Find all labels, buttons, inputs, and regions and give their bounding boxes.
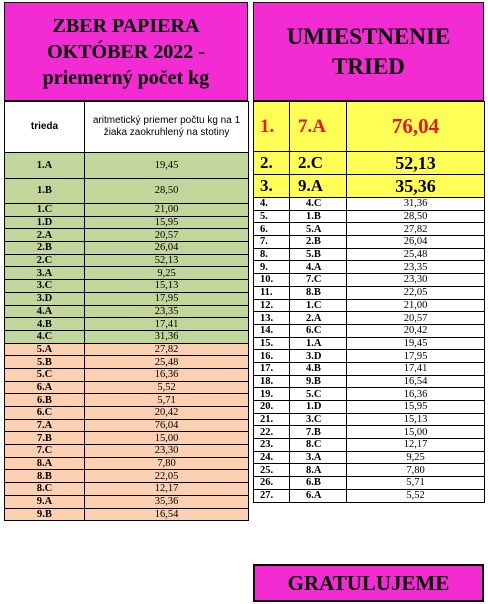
value-cell: 21,00 [347,299,485,312]
rank-cell: 15. [254,337,290,350]
table-row [5,216,249,229]
rank-cell: 6. [254,223,290,236]
table-row [5,229,249,242]
class-cell: 3.C [5,280,85,293]
table-row [5,419,249,432]
class-cell: 1.B [290,210,347,223]
class-cell: 9.B [5,508,85,521]
class-cell: 3.D [290,350,347,363]
class-cell: 8.B [290,286,347,299]
class-cell: 5.B [5,356,85,369]
class-cell: 1.C [5,204,85,217]
value-cell: 23,30 [347,274,485,287]
class-cell: 2.C [290,152,347,175]
ranking-row [254,362,485,375]
table-row [5,330,249,343]
rank-cell: 14. [254,324,290,337]
left-title: ZBER PAPIERA OKTÓBER 2022 - priemerný počet kg [42,14,210,89]
class-cell: 5.C [5,368,85,381]
value-cell: 76,04 [347,102,485,152]
value-cell: 15,13 [85,280,249,293]
class-cell: 2.A [5,229,85,242]
class-cell: 1.D [5,216,85,229]
rank-cell: 5. [254,210,290,223]
rank-cell: 1. [254,102,290,152]
value-cell: 5,52 [85,381,249,394]
value-cell: 12,17 [347,439,485,452]
ranking-row [254,388,485,401]
rank-cell: 9. [254,261,290,274]
ranking-row-first [254,102,485,152]
ranking-row [254,489,485,502]
left-title-box [4,2,248,101]
value-cell: 25,48 [347,248,485,261]
table-row [5,292,249,305]
value-cell: 35,36 [85,495,249,508]
table-header-row [5,102,249,153]
class-cell: 6.B [5,394,85,407]
column-header-average: aritmetický priemer počtu kg na 1 žiaka zaokruhlený na stotiny [85,102,249,153]
ranking-row [254,413,485,426]
ranking-row [254,286,485,299]
class-cell: 4.A [290,261,347,274]
value-cell: 19,45 [85,153,249,179]
class-cell: 8.C [5,483,85,496]
class-cell: 6.C [5,407,85,420]
value-cell: 35,36 [347,175,485,198]
class-cell: 5.B [290,248,347,261]
table-row [5,254,249,267]
value-cell: 17,95 [85,292,249,305]
class-cell: 5.A [5,343,85,356]
class-cell: 4.C [290,198,347,211]
value-cell: 26,04 [85,242,249,255]
table-row [5,356,249,369]
ranking-table [253,101,485,503]
table-row [5,305,249,318]
ranking-row [254,337,485,350]
ranking-row [254,223,485,236]
rank-cell: 17. [254,362,290,375]
value-cell: 25,48 [85,356,249,369]
value-cell: 12,17 [85,483,249,496]
rank-cell: 18. [254,375,290,388]
table-row [5,394,249,407]
rank-cell: 23. [254,439,290,452]
class-cell: 8.C [290,439,347,452]
table-row [5,432,249,445]
class-cell: 3.D [5,292,85,305]
value-cell: 76,04 [85,419,249,432]
value-cell: 5,71 [85,394,249,407]
rank-cell: 20. [254,401,290,414]
table-row [5,407,249,420]
ranking-row [254,299,485,312]
congratulations-banner [253,564,484,602]
value-cell: 22,05 [85,470,249,483]
ranking-row [254,274,485,287]
rank-cell: 22. [254,426,290,439]
class-cell: 7.B [5,432,85,445]
class-cell: 3.C [290,413,347,426]
class-cell: 2.B [5,242,85,255]
table-row [5,508,249,521]
rank-cell: 3. [254,175,290,198]
class-cell: 9.B [290,375,347,388]
value-cell: 15,95 [85,216,249,229]
rank-cell: 25. [254,464,290,477]
class-cell: 3.A [290,451,347,464]
value-cell: 20,57 [85,229,249,242]
class-cell: 8.A [5,457,85,470]
class-cell: 4.B [290,362,347,375]
value-cell: 7,80 [347,464,485,477]
value-cell: 5,52 [347,489,485,502]
rank-cell: 26. [254,477,290,490]
value-cell: 27,82 [347,223,485,236]
rank-cell: 11. [254,286,290,299]
table-row [5,267,249,280]
ranking-row [254,426,485,439]
value-cell: 17,41 [347,362,485,375]
table-row [5,381,249,394]
rank-cell: 19. [254,388,290,401]
class-cell: 7.B [290,426,347,439]
value-cell: 5,71 [347,477,485,490]
class-cell: 7.C [290,274,347,287]
rank-cell: 21. [254,413,290,426]
ranking-row [254,477,485,490]
value-cell: 16,54 [85,508,249,521]
value-cell: 17,41 [85,318,249,331]
table-row [5,343,249,356]
value-cell: 31,36 [347,198,485,211]
value-cell: 23,35 [85,305,249,318]
table-row [5,153,249,179]
value-cell: 20,42 [347,324,485,337]
class-cell: 4.A [5,305,85,318]
table-row [5,204,249,217]
class-cell: 6.B [290,477,347,490]
class-cell: 6.A [5,381,85,394]
ranking-row [254,248,485,261]
class-cell: 5.A [290,223,347,236]
table-row [5,483,249,496]
class-cell: 7.C [5,445,85,458]
class-cell: 2.C [5,254,85,267]
right-title: UMIESTNENIE TRIED [286,23,451,79]
column-header-class: trieda [5,102,85,153]
value-cell: 9,25 [347,451,485,464]
value-cell: 23,30 [85,445,249,458]
table-row [5,368,249,381]
value-cell: 20,57 [347,312,485,325]
ranking-row [254,198,485,211]
class-cell: 1.A [5,153,85,179]
value-cell: 16,36 [85,368,249,381]
class-cell: 4.B [5,318,85,331]
value-cell: 27,82 [85,343,249,356]
class-cell: 1.D [290,401,347,414]
value-cell: 16,54 [347,375,485,388]
class-cell: 1.A [290,337,347,350]
rank-cell: 8. [254,248,290,261]
rank-cell: 24. [254,451,290,464]
class-cell: 6.C [290,324,347,337]
class-cell: 9.A [5,495,85,508]
congratulations-text: GRATULUJEME [287,570,450,595]
rank-cell: 4. [254,198,290,211]
value-cell: 19,45 [347,337,485,350]
class-cell: 3.A [5,267,85,280]
class-cell: 4.C [5,330,85,343]
ranking-row [254,451,485,464]
ranking-row [254,464,485,477]
table-row [5,242,249,255]
right-title-box [253,2,484,101]
rank-cell: 7. [254,236,290,249]
ranking-row [254,375,485,388]
rank-cell: 27. [254,489,290,502]
ranking-row [254,350,485,363]
value-cell: 15,00 [347,426,485,439]
value-cell: 23,35 [347,261,485,274]
table-row [5,445,249,458]
ranking-row [254,439,485,452]
class-averages-table [4,101,249,521]
table-row [5,470,249,483]
value-cell: 20,42 [85,407,249,420]
value-cell: 21,00 [85,204,249,217]
table-row [5,457,249,470]
table-row [5,495,249,508]
ranking-row-third [254,175,485,198]
rank-cell: 2. [254,152,290,175]
ranking-row [254,236,485,249]
value-cell: 31,36 [85,330,249,343]
value-cell: 15,13 [347,413,485,426]
class-cell: 7.A [5,419,85,432]
value-cell: 15,95 [347,401,485,414]
class-cell: 9.A [290,175,347,198]
value-cell: 9,25 [85,267,249,280]
value-cell: 15,00 [85,432,249,445]
class-cell: 1.C [290,299,347,312]
value-cell: 26,04 [347,236,485,249]
value-cell: 7,80 [85,457,249,470]
value-cell: 16,36 [347,388,485,401]
class-cell: 8.B [5,470,85,483]
value-cell: 28,50 [85,178,249,204]
rank-cell: 16. [254,350,290,363]
value-cell: 52,13 [347,152,485,175]
ranking-row-second [254,152,485,175]
class-cell: 6.A [290,489,347,502]
class-cell: 1.B [5,178,85,204]
class-cell: 5.C [290,388,347,401]
class-cell: 2.A [290,312,347,325]
class-cell: 8.A [290,464,347,477]
class-cell: 2.B [290,236,347,249]
ranking-row [254,210,485,223]
ranking-row [254,261,485,274]
ranking-row [254,324,485,337]
value-cell: 17,95 [347,350,485,363]
rank-cell: 10. [254,274,290,287]
ranking-row [254,401,485,414]
table-row [5,178,249,204]
value-cell: 22,05 [347,286,485,299]
value-cell: 52,13 [85,254,249,267]
value-cell: 28,50 [347,210,485,223]
rank-cell: 12. [254,299,290,312]
table-row [5,318,249,331]
table-row [5,280,249,293]
rank-cell: 13. [254,312,290,325]
class-cell: 7.A [290,102,347,152]
ranking-row [254,312,485,325]
